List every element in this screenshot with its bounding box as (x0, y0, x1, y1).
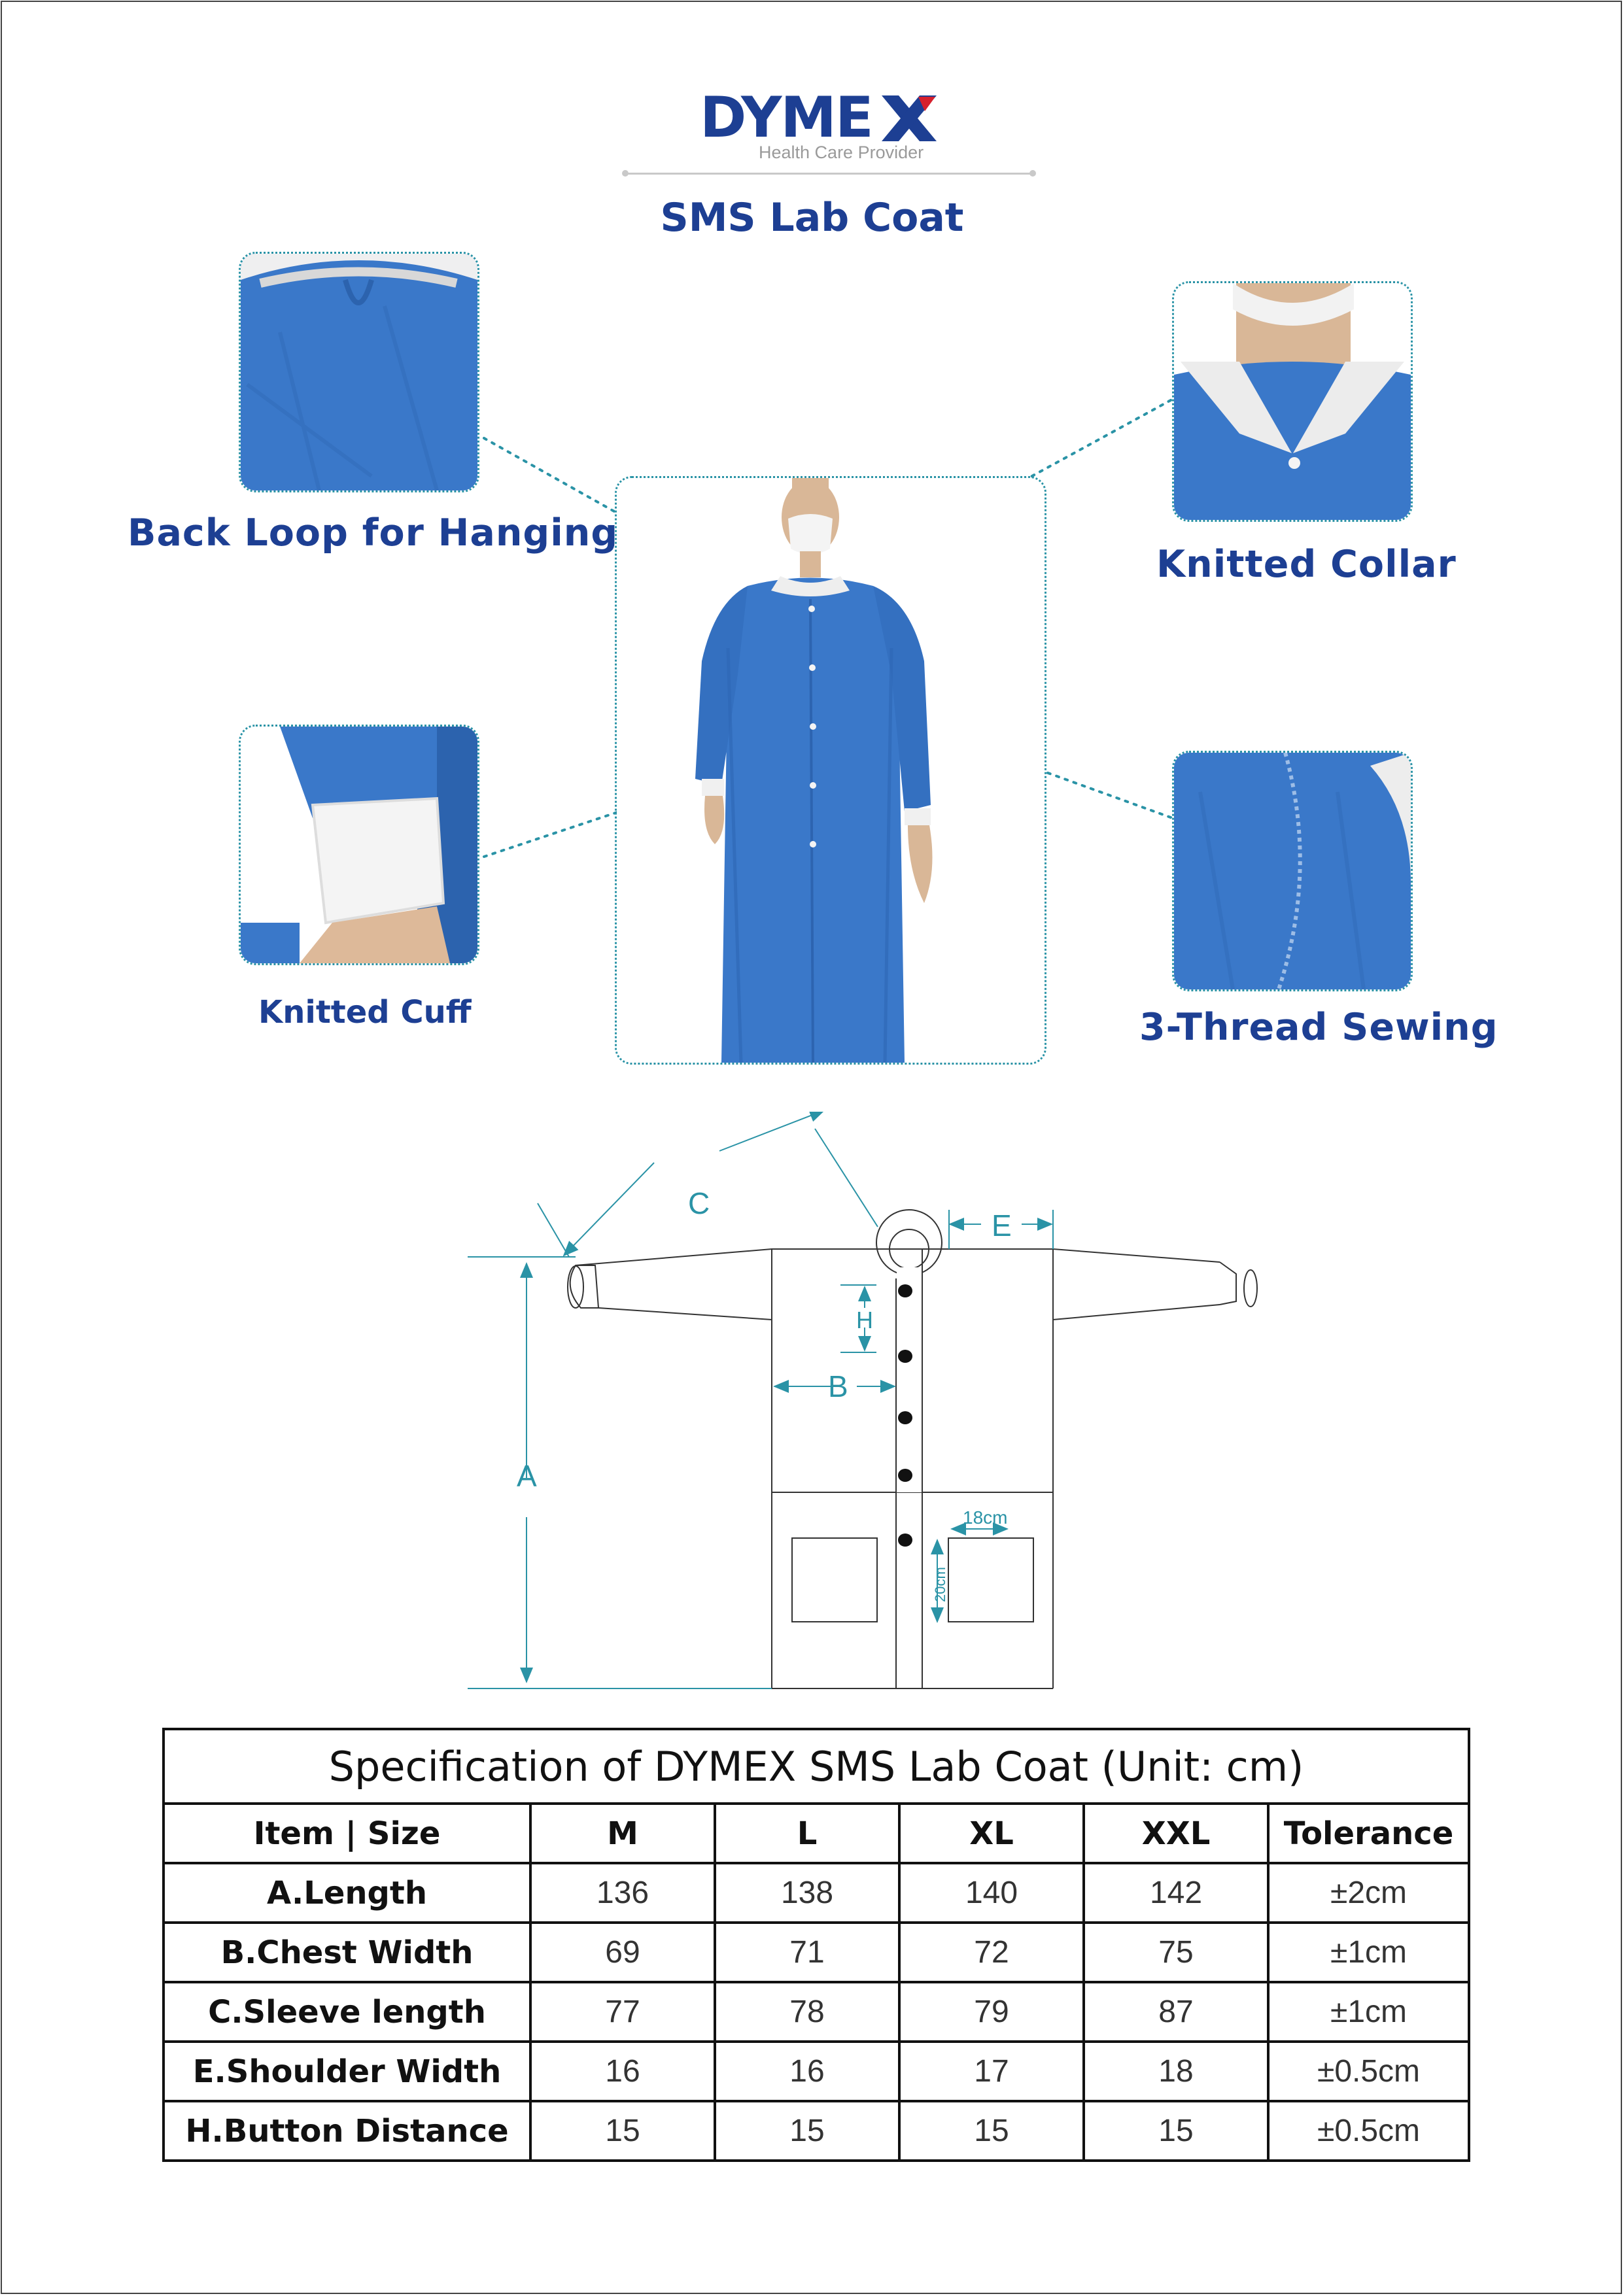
table-cell: 17 (899, 2042, 1084, 2101)
table-cell: 75 (1084, 1923, 1268, 1982)
back-loop-photo (239, 252, 479, 492)
dim-label-h: H (856, 1307, 873, 1333)
table-cell: ±0.5cm (1268, 2101, 1469, 2161)
table-cell: H.Button Distance (164, 2101, 530, 2161)
table-cell: 16 (530, 2042, 715, 2101)
table-cell: 16 (715, 2042, 899, 2101)
spec-table-caption: Specification of DYMEX SMS Lab Coat (Unit: cm) (164, 1729, 1469, 1804)
table-cell: 138 (715, 1863, 899, 1923)
spec-header-row (164, 1804, 1469, 1863)
table-cell: 77 (530, 1982, 715, 2042)
header-cell: XL (899, 1804, 1084, 1863)
feature-label-thread-sewing: 3-Thread Sewing (1139, 1006, 1498, 1049)
header-cell: XXL (1084, 1804, 1268, 1863)
table-cell: 15 (715, 2101, 899, 2161)
table-row (164, 1863, 1469, 1923)
table-cell: 18 (1084, 2042, 1268, 2101)
table-cell: 71 (715, 1923, 899, 1982)
pocket-width-label: 18cm (963, 1507, 1008, 1528)
feature-label-knitted-collar: Knitted Collar (1156, 543, 1457, 586)
spec-table (162, 1728, 1470, 2162)
dim-label-b: B (828, 1369, 848, 1403)
table-cell: B.Chest Width (164, 1923, 530, 1982)
table-cell: 142 (1084, 1863, 1268, 1923)
table-cell: ±2cm (1268, 1863, 1469, 1923)
table-cell: ±1cm (1268, 1923, 1469, 1982)
knitted-collar-photo (1172, 281, 1413, 522)
header-cell: Item | Size (164, 1804, 530, 1863)
table-cell: 15 (530, 2101, 715, 2161)
table-row (164, 1923, 1469, 1982)
header-cell: M (530, 1804, 715, 1863)
feature-label-back-loop: Back Loop for Hanging (128, 511, 619, 555)
table-cell: ±0.5cm (1268, 2042, 1469, 2101)
table-cell: 78 (715, 1982, 899, 2042)
header-cell: Tolerance (1268, 1804, 1469, 1863)
brand-wordmark: DYME (700, 85, 872, 150)
table-row (164, 1982, 1469, 2042)
table-cell: 69 (530, 1923, 715, 1982)
feature-label-knitted-cuff: Knitted Cuff (258, 994, 472, 1031)
table-cell: 72 (899, 1923, 1084, 1982)
table-cell: 87 (1084, 1982, 1268, 2042)
header-cell: L (715, 1804, 899, 1863)
table-cell: 140 (899, 1863, 1084, 1923)
main-model-photo (615, 476, 1046, 1065)
table-cell: A.Length (164, 1863, 530, 1923)
table-cell: 15 (899, 2101, 1084, 2161)
table-cell: E.Shoulder Width (164, 2042, 530, 2101)
table-row (164, 2042, 1469, 2101)
brand-tagline: Health Care Provider (759, 143, 924, 162)
table-cell: 15 (1084, 2101, 1268, 2161)
pocket-height-label: 20cm (932, 1567, 948, 1602)
table-cell: 136 (530, 1863, 715, 1923)
table-cell: ±1cm (1268, 1982, 1469, 2042)
knitted-cuff-photo (239, 725, 479, 965)
page-title: SMS Lab Coat (660, 195, 964, 241)
thread-sewing-photo (1172, 751, 1413, 991)
table-cell: 79 (899, 1982, 1084, 2042)
table-cell: C.Sleeve length (164, 1982, 530, 2042)
dim-label-e: E (992, 1208, 1012, 1242)
dim-label-a: A (517, 1459, 537, 1493)
size-diagram (458, 1112, 1275, 1700)
table-row (164, 2101, 1469, 2161)
dim-label-c: C (688, 1186, 710, 1220)
